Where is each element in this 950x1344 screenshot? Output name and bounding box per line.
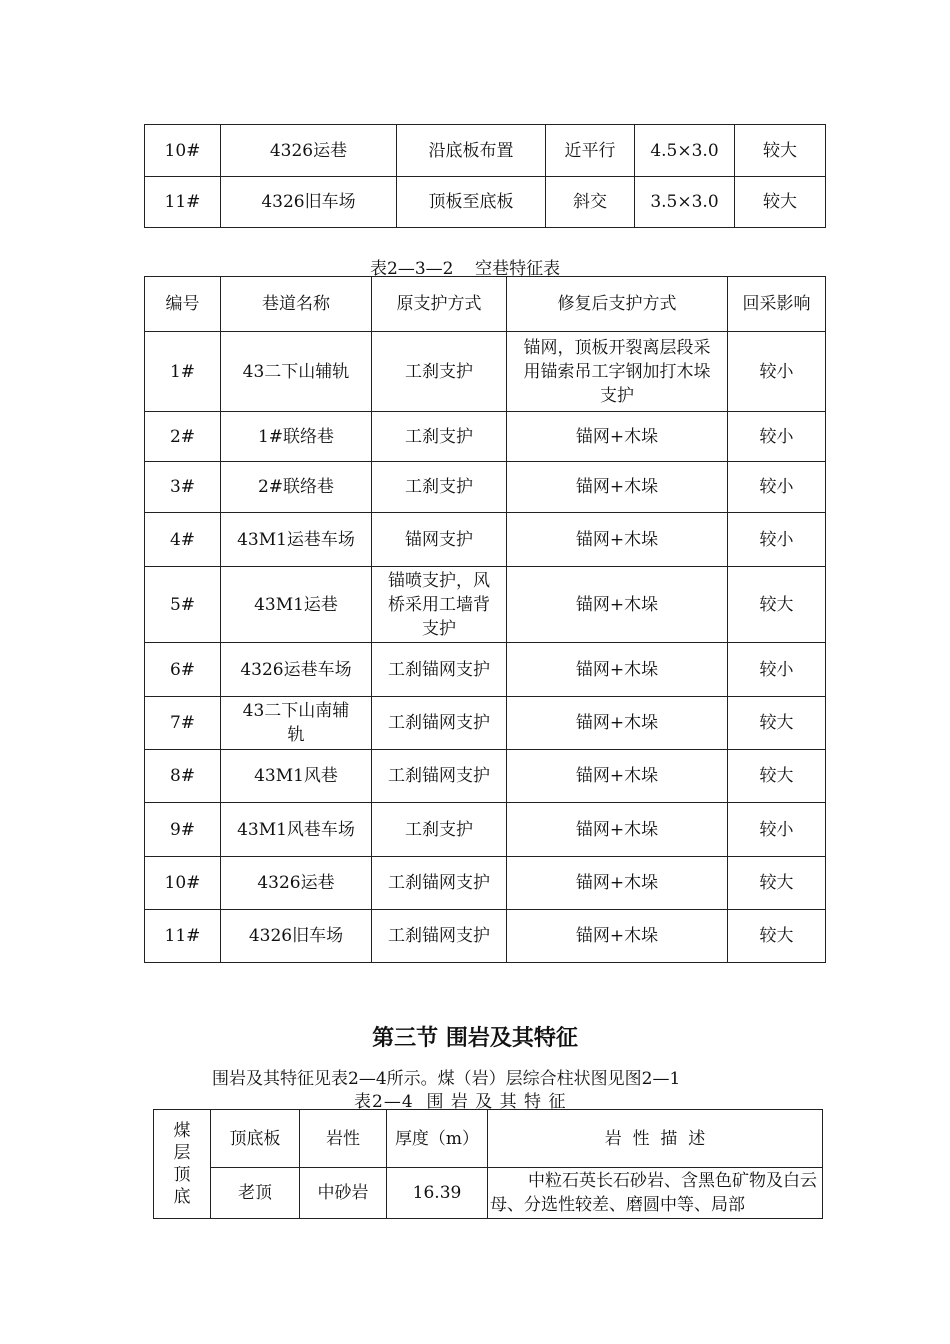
table-cell: 工刹支护 [372, 462, 507, 513]
table-cell: 中粒石英长石砂岩、含黑色矿物及白云母、分选性较差、磨圆中等、局部 [488, 1168, 823, 1219]
table-row [145, 462, 826, 513]
table-cell: 10# [145, 857, 221, 910]
empty-roadway-table [144, 276, 826, 963]
table-cell: 5# [145, 567, 221, 643]
table-cell: 老顶 [211, 1168, 300, 1219]
column-header: 编号 [145, 277, 221, 332]
table-cell: 4326运巷车场 [221, 643, 372, 697]
table-cell: 工刹锚网支护 [372, 750, 507, 803]
table-cell: 4326运巷 [221, 125, 397, 177]
table-cell: 工刹锚网支护 [372, 857, 507, 910]
table-cell: 较小 [728, 643, 826, 697]
table-cell: 较大 [728, 750, 826, 803]
table-cell: 锚网+木垛 [507, 513, 728, 567]
column-header: 厚度（m） [387, 1110, 488, 1168]
table-cell: 4326旧车场 [221, 910, 372, 963]
table-cell: 较小 [728, 332, 826, 412]
table-row [145, 910, 826, 963]
table-cell: 9# [145, 803, 221, 857]
column-header: 修复后支护方式 [507, 277, 728, 332]
column-header: 回采影响 [728, 277, 826, 332]
surrounding-rock-table [153, 1109, 823, 1219]
table-cell: 较小 [728, 412, 826, 462]
table-cell: 16.39 [387, 1168, 488, 1219]
table-cell: 较大 [728, 697, 826, 750]
table-cell: 锚网+木垛 [507, 750, 728, 803]
table-row [145, 643, 826, 697]
table-header-row [154, 1110, 823, 1168]
table-row [145, 567, 826, 643]
column-header: 岩性 [300, 1110, 387, 1168]
table-cell: 11# [145, 910, 221, 963]
table-cell: 6# [145, 643, 221, 697]
table-cell: 7# [145, 697, 221, 750]
table-cell: 锚网+木垛 [507, 462, 728, 513]
table-cell: 工刹锚网支护 [372, 643, 507, 697]
table-cell: 43M1风巷车场 [221, 803, 372, 857]
table-cell: 锚网+木垛 [507, 803, 728, 857]
table-row [145, 177, 826, 228]
table-cell: 4# [145, 513, 221, 567]
table-cell: 锚网+木垛 [507, 643, 728, 697]
table-row [145, 857, 826, 910]
table-cell: 43M1运巷车场 [221, 513, 372, 567]
table-cell: 工刹锚网支护 [372, 910, 507, 963]
column-header: 顶底板 [211, 1110, 300, 1168]
table-cell: 较小 [728, 803, 826, 857]
table-row [145, 332, 826, 412]
table-cell: 3# [145, 462, 221, 513]
table-cell: 工刹支护 [372, 412, 507, 462]
table-cell: 较小 [728, 462, 826, 513]
table-cell: 锚网+木垛 [507, 910, 728, 963]
table-cell: 4326旧车场 [221, 177, 397, 228]
section-heading: 第三节 围岩及其特征 [372, 1026, 578, 1051]
table-cell: 2# [145, 412, 221, 462]
table-cell: 锚网，顶板开裂离层段采用锚索吊工字钢加打木垛支护 [507, 332, 728, 412]
table-cell: 工刹锚网支护 [372, 697, 507, 750]
table-cell: 锚网+木垛 [507, 567, 728, 643]
table-cell: 1#联络巷 [221, 412, 372, 462]
table-row [145, 513, 826, 567]
table-cell: 沿底板布置 [397, 125, 546, 177]
column-header: 岩 性 描 述 [488, 1110, 823, 1168]
table-cell: 较大 [735, 177, 826, 228]
table-cell: 较小 [728, 513, 826, 567]
table-row [145, 803, 826, 857]
table-cell: 10# [145, 125, 221, 177]
table-cell: 较大 [735, 125, 826, 177]
table-cell: 43M1运巷 [221, 567, 372, 643]
table-cell: 43二下山南辅轨 [221, 697, 372, 750]
table-row [145, 750, 826, 803]
table-cell: 较大 [728, 567, 826, 643]
table-cell: 2#联络巷 [221, 462, 372, 513]
table-cell: 锚网+木垛 [507, 412, 728, 462]
column-header: 巷道名称 [221, 277, 372, 332]
table-cell: 4326运巷 [221, 857, 372, 910]
table-caption: 表2—4 围 岩 及 其 特 征 [354, 1092, 567, 1112]
table-cell: 斜交 [546, 177, 635, 228]
table-cell: 中砂岩 [300, 1168, 387, 1219]
table-cell: 1# [145, 332, 221, 412]
table-row [145, 697, 826, 750]
table-caption: 表2—3—2 空巷特征表 [370, 259, 561, 279]
table-cell: 工刹支护 [372, 803, 507, 857]
table-cell: 锚网+木垛 [507, 857, 728, 910]
table-cell: 较大 [728, 857, 826, 910]
table-cell: 锚网+木垛 [507, 697, 728, 750]
table-cell: 11# [145, 177, 221, 228]
column-header: 煤层顶底 [154, 1110, 211, 1219]
table-cell: 43二下山辅轨 [221, 332, 372, 412]
table-cell: 4.5×3.0 [635, 125, 735, 177]
table-cell: 工刹支护 [372, 332, 507, 412]
table-cell: 8# [145, 750, 221, 803]
table-header-row [145, 277, 826, 332]
table-top [144, 124, 826, 228]
section-paragraph: 围岩及其特征见表2—4所示。煤（岩）层综合柱状图见图2—1 [212, 1069, 681, 1089]
table-cell: 锚网支护 [372, 513, 507, 567]
table-cell: 较大 [728, 910, 826, 963]
column-header: 原支护方式 [372, 277, 507, 332]
table-cell: 43M1风巷 [221, 750, 372, 803]
table-row [154, 1168, 823, 1219]
table-cell: 顶板至底板 [397, 177, 546, 228]
table-cell: 3.5×3.0 [635, 177, 735, 228]
table-row [145, 125, 826, 177]
table-row [145, 412, 826, 462]
table-cell: 锚喷支护，风桥采用工墙背支护 [372, 567, 507, 643]
table-cell: 近平行 [546, 125, 635, 177]
